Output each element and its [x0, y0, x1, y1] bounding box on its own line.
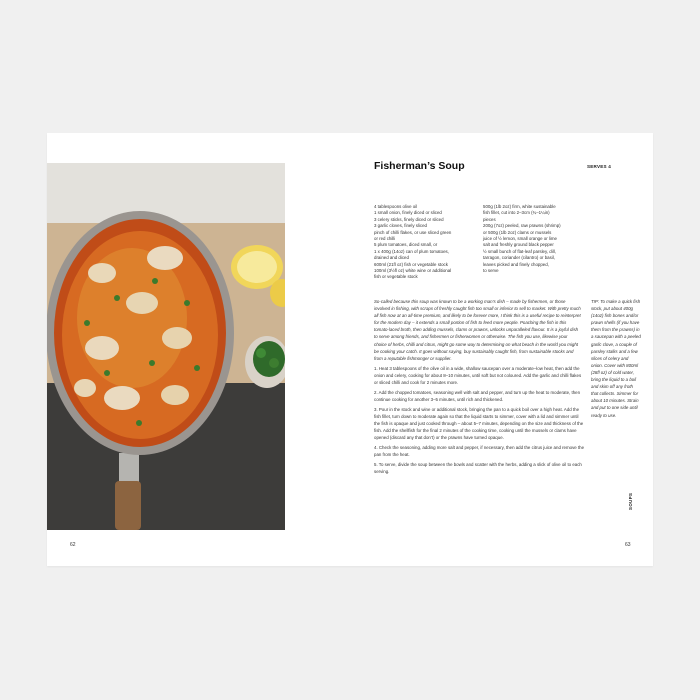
- method-step: 2. Add the chopped tomatoes, seasoning well with salt and pepper, and turn up the heat to moderate, then continue cooking for another 3–5 minutes, until rich and thickened.: [374, 389, 581, 402]
- method-step: 5. To serve, divide the soup between the bowls and scatter with the herbs, adding a slick of olive oil to each serving.: [374, 461, 582, 474]
- ingredient-line: 3 celery sticks, finely diced or sliced: [374, 216, 444, 222]
- method-step: 1. Heat 3 tablespoons of the olive oil in a wide, shallow saucepan over a moderate–low heat, then add the onion and celery, cooking for about 8–10 minutes, until soft but not coloured. Add the garlic and chilli flakes or sliced chilli and cook for 2 minutes more.: [374, 366, 582, 385]
- book-spread: [47, 133, 653, 566]
- ingredient-line: 500g (1lb 2oz) firm, white sustainable: [483, 204, 556, 209]
- page-number-left: 62: [70, 542, 76, 548]
- ingredient-line: salt and freshly ground black pepper: [483, 242, 554, 248]
- ingredient-line: drained and diced: [374, 255, 409, 261]
- ingredient-line: or red chilli: [374, 236, 396, 242]
- ingredients-column-left: [374, 204, 484, 281]
- ingredient-line: fish fillet, cut into 2–3cm (¾–1¼in): [483, 210, 550, 216]
- ingredient-line: fish or vegetable stock: [374, 274, 418, 280]
- method-steps: [374, 366, 585, 479]
- ingredient-line: pieces: [483, 216, 496, 222]
- ingredient-line: 200g (7oz) peeled, raw prawns (shrimp): [483, 223, 561, 229]
- tip-sidebar: TIP: To make a quick fish stock, put about 400g (14oz) fish bones and/or prawn shells (if you have them from the prawns) in a saucepan with a peeled garlic clove, a couple of parsley stalks and a few slices of celery and onion. Cover with 800ml (28fl oz) of cold water, bring the liquid to a boil and skim off any froth that collects. Simmer for about 10 minutes. Strain and put to one side until ready to use.: [591, 299, 641, 418]
- left-page: [47, 133, 350, 566]
- ingredient-line: tarragon, coriander (cilantro) or basil,: [483, 255, 555, 261]
- ingredient-line: leaves picked and finely chopped,: [483, 261, 549, 267]
- fisherman-soup-photo: [47, 163, 285, 530]
- right-page: [350, 133, 653, 566]
- pan: [47, 211, 234, 455]
- ingredient-line: juice of ½ lemon, small orange or lime: [483, 236, 557, 242]
- ingredient-line: 1 small onion, finely diced or sliced: [374, 210, 442, 216]
- ingredient-line: 5 plum tomatoes, diced small, or: [374, 242, 438, 248]
- ingredient-line: or 500g (1lb 2oz) clams or mussels: [483, 229, 552, 235]
- method-step: 4. Check the seasoning, adding more salt and pepper, if necessary, then add the citrus juice and remove the pan from the heat.: [374, 444, 585, 457]
- ingredient-line: 600ml (21fl oz) fish or vegetable stock: [374, 261, 448, 267]
- ingredient-line: 100ml (3½fl oz) white wine or additional: [374, 268, 452, 274]
- ingredient-line: to serve: [483, 268, 499, 274]
- page-number-right: 63: [625, 542, 631, 548]
- recipe-introduction: So-called because this soup was known to be a working man’s dish – made by fishermen, or those involved in fishing, with scraps of freshly caught fish too small or inferior to sell to market. With pretty much all fish now at an all-time premium, and likely to be forever more, I think this is a useful recipe to reinterpret for the modern day – it extends a small portion of fish to feed more people. Poaching the fish in this tomato-laced broth, then adding mussels, clams or prawns, unlocks unparalleled flavour. It is a joyful dish to serve among friends, and fishermen or fisherwomen or otherwise. The fish you use, likewise your choice of herbs, chilli and citrus, might go some way to determining on what beach in the world you might be cooking your catch. It goes without saying, buy sustainably caught fish, from sustainable stocks and from a reputable fishmonger or supplier.: [374, 299, 581, 361]
- ingredient-line: 4 tablespoons olive oil: [374, 204, 418, 209]
- section-tab: SOUPS: [628, 492, 633, 510]
- recipe-title: Fisherman’s Soup: [374, 160, 465, 172]
- ingredient-line: 1 x 400g (14oz) can of plum tomatoes,: [374, 248, 449, 254]
- ingredients-column-right: [483, 204, 595, 274]
- serves-label: SERVES 4: [587, 164, 611, 169]
- ingredient-line: pinch of chilli flakes, or use sliced green: [374, 229, 452, 235]
- method-step: 3. Pour in the stock and wine or additional stock, bringing the pan to a quick boil over a high heat. Add the fish fillet, turn down to moderate again so that the liquid starts to simmer, cover with a lid and simmer until the fish is opaque and just cooked through – about 5–7 minutes, depending on the size and thickness of the fish. Add the shellfish for the final 2 minutes of the cooking time, cooking until the mussels or clams have opened (discard any that don’t) or the prawns have turned opaque.: [374, 406, 584, 440]
- ingredient-line: 3 garlic cloves, finely sliced: [374, 223, 427, 229]
- ingredient-line: ½ small bunch of flat-leaf parsley, dill,: [483, 248, 556, 254]
